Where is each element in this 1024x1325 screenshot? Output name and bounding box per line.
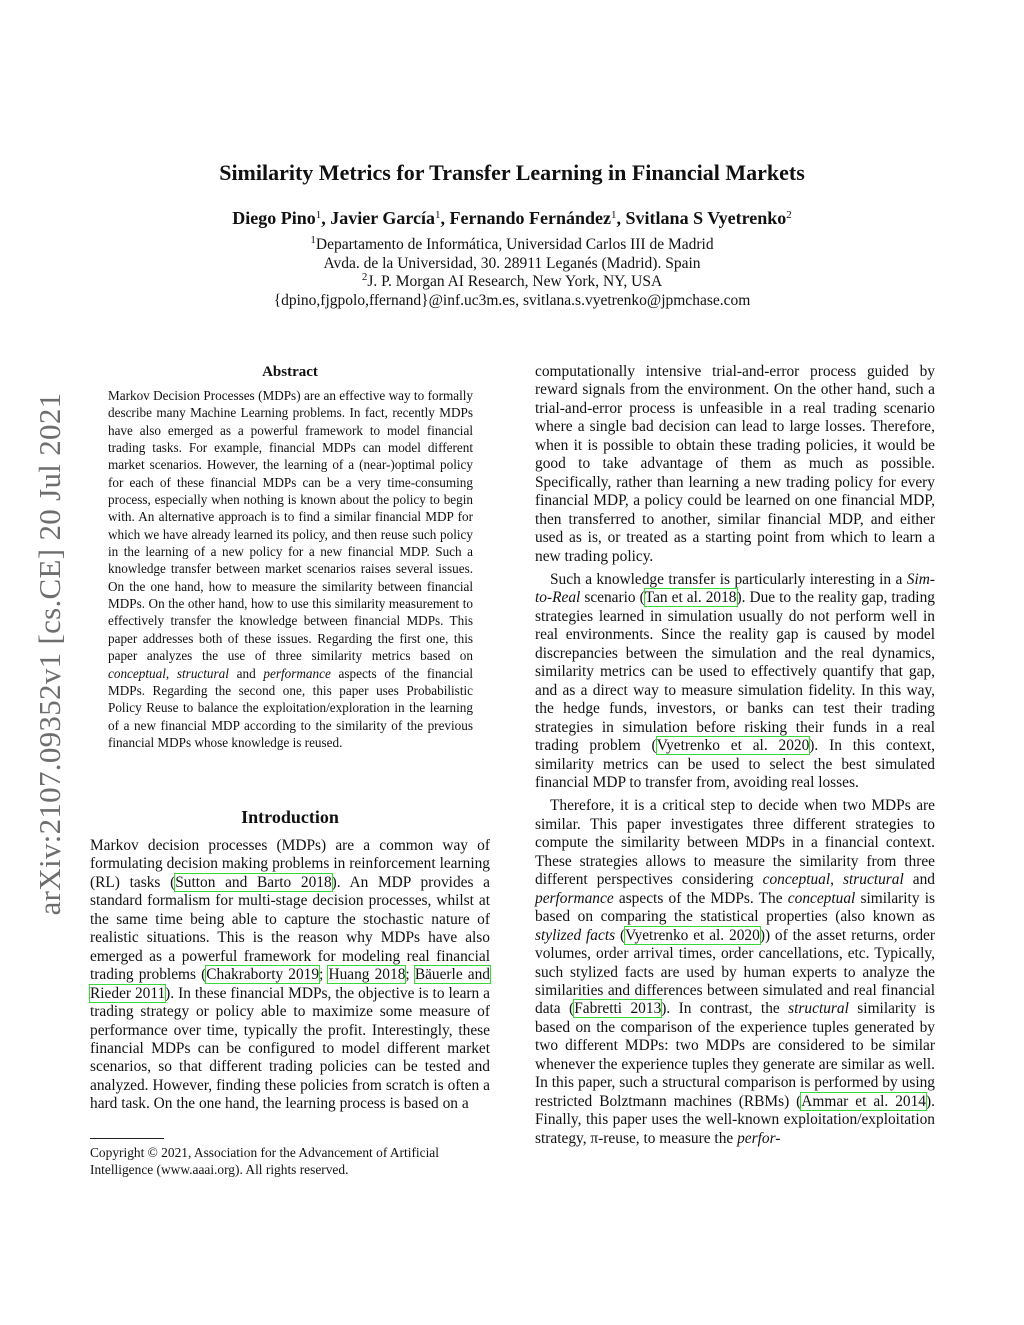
author-name: Diego Pino (232, 208, 316, 228)
affiliation-line: Avda. de la Universidad, 30. 28911 Leganés (Madrid). Spain (323, 254, 701, 272)
author-name: Svitlana S Vyetrenko (625, 208, 787, 228)
intro-paragraph-2: Such a knowledge transfer is particularly interesting in a Sim-to-Real scenario (Tan et al. 2018). Due to the reality gap, trading strategies learned in simulation usually do not perform well in real environments. Since the reality gap is caused by model discrepancies between the simulation and the real dynamics, similarity metrics can be used to effectively quantify that gap, and as a direct way to measure simulation fidelity. In this way, the hedge funds, investors, or banks can test their trading strategies in simulation before risking their funds in a real trading problem (Vyetrenko et al. 2020). In this context, similarity metrics can be used to select the best simulated financial MDP to transfer from, avoiding real losses. (535, 570, 935, 791)
author-affiliation-mark: 1 (611, 209, 617, 221)
author-name: Javier García (330, 208, 436, 228)
author-emails: {dpino,fjgpolo,ffernand}@inf.uc3m.es, svitlana.s.vyetrenko@jpmchase.com (273, 291, 751, 309)
citation-link[interactable]: Huang 2018 (328, 966, 406, 984)
arxiv-identifier (30, 363, 70, 945)
intro-paragraph-continued: computationally intensive trial-and-error process guided by reward signals from the environment. On the other hand, such a trial-and-error process is unfeasible in a real trading scenario where a single bad decision can lead to large losses. Therefore, when it is possible to obtain these trading policies, it would be good to take advantage of them as much as possible. Specifically, rather than learning a new trading policy for every financial MDP, a policy could be learned on one financial MDP, then transferred to another, similar financial MDP, and either used as is, or treated as a starting point from which to learn a new trading policy. (535, 363, 935, 565)
affiliation-line: $^2$J. P. Morgan AI Research, New York, NY, USA (361, 271, 663, 290)
abstract-heading: Abstract (262, 364, 318, 380)
affiliation-line: $^1$Departamento de Informática, Universidad Carlos III de Madrid (310, 234, 714, 253)
introduction-heading: Introduction (241, 807, 339, 827)
citation-link[interactable]: Vyetrenko et al. 2020 (625, 926, 760, 944)
affiliations (0, 236, 1024, 310)
citation-link[interactable]: Tan et al. 2018 (644, 589, 737, 607)
citation-link[interactable]: Sutton and Barto 2018 (175, 873, 332, 891)
intro-paragraph-3: Therefore, it is a critical step to decide when two MDPs are similar. This paper investigates three different strategies to compute the similarity between MDPs in a financial context. These strategies allows to measure the similarity from three different perspectives considering conceptual, structural and performance aspects of the MDPs. The conceptual similarity is based on comparing the statistical properties (also known as stylized facts (Vyetrenko et al. 2020)) of the asset returns, order volumes, order arrival times, order cancellations, etc. Typically, such stylized facts are used by human experts to analyze the similarities and differences between simulated and real financial data (Fabretti 2013). In contrast, the structural similarity is based on the comparison of the experience tuples generated by two different MDPs: two MDPs are considered to be similar whenever the experience tuples they generate are similar as well. In this paper, such a structural comparison is performed by using restricted Bolztmann machines (RBMs) (Ammar et al. 2014). Finally, this paper uses the well-known exploitation/exploitation strategy, π-reuse, to measure the perfor- (535, 797, 935, 1147)
paper-title: Similarity Metrics for Transfer Learning in Financial Markets (219, 160, 805, 185)
author-name: Fernando Fernández (449, 208, 612, 228)
citation-link[interactable]: Ammar et al. 2014 (801, 1092, 927, 1110)
abstract-text: Markov Decision Processes (MDPs) are an effective way to formally describe many Machine Learning problems. In fact, recently MDPs have also emerged as a powerful framework to model financial trading tasks. For example, financial MDPs can model different market scenarios. However, the learning of a (near-)optimal policy for each of these financial MDPs can be a very time-consuming process, especially when nothing is known about the policy to begin with. An alternative approach is to find a similar financial MDP for which we have already learned its policy, and then reuse such policy in the learning of a new policy for a new financial MDP. Such a knowledge transfer between market scenarios raises several issues. On the one hand, how to measure the similarity between financial MDPs. On the other hand, how to use this similarity measurement to effectively transfer the knowledge between financial MDPs. This paper addresses both of these issues. Regarding the first one, this paper analyzes the use of three similarity metrics based on conceptual, structural and performance aspects of the financial MDPs. Regarding the second one, this paper uses Probabilistic Policy Reuse to balance the exploitation/exploration in the learning of a new financial MDP according to the similarity of the previous financial MDPs whose knowledge is reused. (108, 388, 474, 750)
copyright-footnote: Copyright © 2021, Association for the Advancement of Artificial Intelligence (www.aaai.org). All rights reserved. (90, 1145, 439, 1177)
footnote-divider (90, 1138, 164, 1139)
arxiv-identifier-text: arXiv:2107.09352v1 [cs.CE] 20 Jul 2021 (32, 392, 67, 916)
affiliation-mark: 1 (310, 234, 316, 246)
citation-link[interactable]: Chakraborty 2019 (206, 966, 320, 984)
author-affiliation-mark: 1 (435, 209, 441, 221)
citation-link[interactable]: Bäuerle and Rieder 2011 (90, 966, 491, 1002)
author-list: Diego Pino$^1$, Javier García$^1$, Fernando Fernández$^1$, Svitlana S Vyetrenko$^2$ (232, 208, 792, 228)
right-column-body (535, 363, 935, 1148)
citation-link[interactable]: Fabretti 2013 (574, 1000, 662, 1018)
citation-link[interactable]: Vyetrenko et al. 2020 (656, 737, 810, 755)
author-affiliation-mark: 2 (786, 209, 792, 221)
affiliation-mark: 2 (361, 271, 368, 283)
intro-paragraph-1: Markov decision processes (MDPs) are a common way of formulating decision making problems in reinforcement learning (RL) tasks (Sutton and Barto 2018). An MDP provides a standard formalism for multi-stage decision processes, whilst at the same time being able to capture the stochastic nature of realistic situations. This is the reason why MDPs have also emerged as a powerful framework for modeling real financial trading problems (Chakraborty 2019; Huang 2018; Bäuerle and Rieder 2011). In these financial MDPs, the objective is to learn a trading strategy or policy able to maximize some measure of performance over time, typically the profit. Interestingly, these financial MDPs can be configured to model different market scenarios, so that different trading policies can be tested and analyzed. However, finding these policies from scratch is often a hard task. On the one hand, the learning process is based on a (90, 837, 491, 1113)
left-column-body (90, 837, 490, 1114)
author-affiliation-mark: 1 (315, 209, 322, 221)
